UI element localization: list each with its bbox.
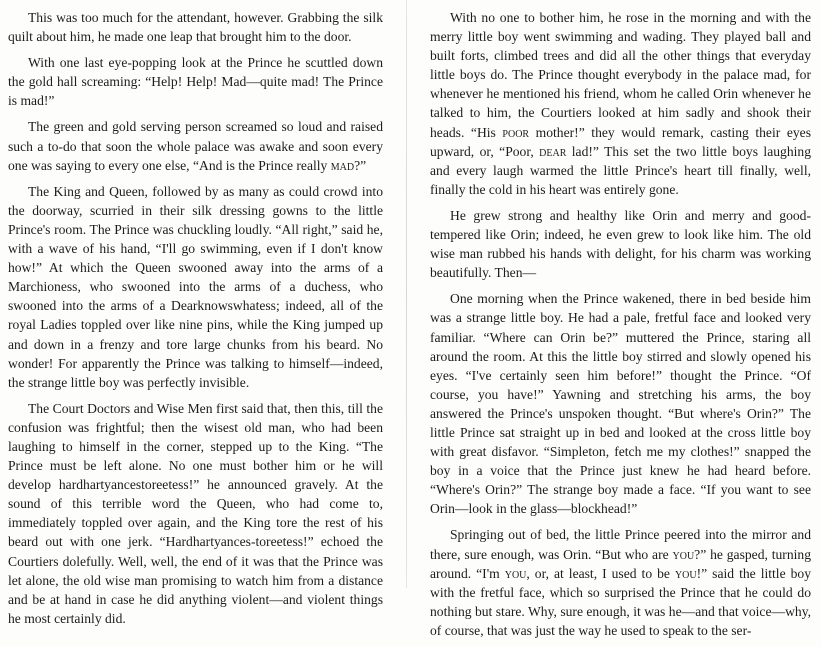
right-page — [430, 8, 811, 647]
paragraph: The Court Doctors and Wise Men first said that, then this, till the confusion was frightful; then the wisest old man, who had been laughing to himself in the corner, stepped up to the King. “The Prince must be left alone. No one must bother him or he will develop hardhartyancestoreetess!” he announced gravely. At the sound of this terrible word the Queen, who had come to, immediately toppled over again, and the King tore the rest of his beard out with one jerk. “Hardhartyances-toreetess!” echoed the Courtiers dolefully. Well, well, the end of it was that the Prince was let alone, the old wise man promising to watch him from a distance and be at hand in case he did anything violent—and violent things he most certainly did. — [8, 400, 383, 626]
paragraph: The King and Queen, followed by as many as could crowd into the doorway, scurried in their silk dressing gowns to the little Prince's room. The Prince was chuckling loudly. “All right,” said he, with a wave of his hand, “I'll go swimming, even if I don't know how!” At which the Queen swooned away into the arms of a Marchioness, who swooned into the arms of a duchess, who swooned into the arms of a Dearknowswhatess; indeed, all of the royal Ladies toppled over like nine pins, while the King jumped up and down in a frenzy and tore large chunks from his beard. No wonder! For apparently the Prince was talking to himself—indeed, the strange little boy was perfectly invisible. — [8, 183, 383, 390]
small-caps-word: you — [504, 565, 527, 581]
text-run: ?” he gasped, turning around. “I'm — [430, 546, 812, 581]
text-run: Springing out of bed, the little Prince peered into the mirror and there, sure enough, was Orin. “But who are — [430, 527, 811, 562]
text-run: lad!” This set the two little boys laughing and every laugh warmed the little Prince's heart till finally, well, finally the cold in his heart was entirely gone. — [430, 143, 811, 197]
text-run: mother!” they would remark, casting their eyes upward, or, “Poor, — [430, 124, 811, 159]
small-caps-word: dear — [539, 143, 567, 159]
paragraph — [430, 8, 811, 199]
paragraph: This was too much for the attendant, however. Grabbing the silk quilt about him, he made one leap that brought him to the door. — [8, 10, 383, 45]
paragraph: With one last eye-popping look at the Prince he scuttled down the gold hall screaming: “Help! Help! Mad—quite mad! The Prince is mad!” — [8, 55, 383, 109]
text-run: With no one to bother him, he rose in the morning and with the merry little boy went swimming and wading. They played ball and built forts, climbed trees and did all the other things that everyday little boys do. The Prince thought everybody in the palace mad, for whenever he mentioned his friend, whom he called Orin whenever he talked to him, the Courtiers looked at him sadly and shook their heads. “His — [430, 10, 811, 140]
text-run: , or, at least, I used to be — [526, 565, 675, 581]
text-run: !” said the little boy with the fretful face, which so surprised the Prince that he could do nothing but stare. Why, sure enough, it was he—and that voice—why, of course, that was just the way he used to speak to the ser- — [430, 565, 811, 638]
left-page — [8, 8, 383, 635]
page-gutter — [406, 0, 407, 588]
small-caps-word: poor — [502, 124, 530, 140]
small-caps-word: you — [674, 565, 697, 581]
paragraph — [8, 117, 383, 174]
paragraph — [430, 525, 811, 640]
text-run: The green and gold serving person screamed so loud and raised such a to-do that soon the whole palace was awake and soon every one was saying to every one else, “And is the Prince really — [8, 119, 383, 173]
small-caps-word: mad — [330, 157, 355, 173]
paragraph: He grew strong and healthy like Orin and merry and good-tempered like Orin; indeed, he even grew to look like him. The old wise man rubbed his hands with delight, for his charm was working beautifully. Then— — [430, 207, 811, 281]
text-run: ?” — [354, 157, 367, 173]
paragraph: One morning when the Prince wakened, there in bed beside him was a strange little boy. He had a pale, fretful face and looked very familiar. “Where can Orin be?” muttered the Prince, staring all around the room. At this the little boy stirred and slowly opened his eyes. “I've certainly seen him before!” thought the Prince. “Of course, you have!” Yawning and stretching his arms, the boy answered the Prince's unspoken thought. “But where's Orin?” The little Prince sat straight up in bed and looked at the cross little boy with great disfavor. “Simpleton, fetch me my clothes!” snapped the boy in a voice that the Prince just knew he had heard before. “Where's Orin?” The strange boy made a face. “If you want to see Orin—look in the glass—blockhead!” — [430, 291, 811, 517]
small-caps-word: you — [672, 546, 695, 562]
